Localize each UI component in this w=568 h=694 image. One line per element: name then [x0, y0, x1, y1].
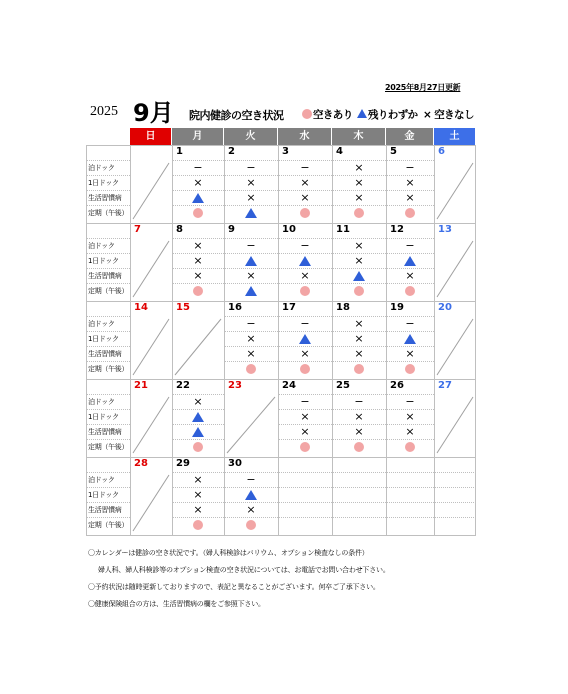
weekday-header: 月: [172, 128, 223, 145]
row-label: 生活習慣病: [88, 194, 122, 202]
availability-mark: [188, 425, 208, 439]
availability-mark: [295, 440, 315, 454]
availability-mark: −: [405, 161, 415, 174]
row-separator: [332, 517, 386, 518]
row-separator: [278, 517, 332, 518]
availability-mark: [295, 362, 315, 376]
day-number: 1: [176, 146, 183, 157]
availability-mark: ×: [193, 395, 203, 408]
note-line: 〇カレンダーは健診の空き状況です。（婦人科検診はバリウム、オプション検査なしの条件）: [88, 549, 369, 557]
available-circle-icon: [405, 442, 415, 452]
day-number: 19: [390, 302, 404, 313]
column-border: [172, 145, 173, 536]
availability-mark: [349, 362, 369, 376]
availability-mark: [188, 284, 208, 298]
availability-mark: −: [246, 473, 256, 486]
day-number: 13: [438, 224, 452, 235]
available-circle-icon: [405, 286, 415, 296]
day-number: 4: [336, 146, 343, 157]
row-separator: [86, 316, 130, 317]
day-number: 18: [336, 302, 350, 313]
availability-mark: −: [300, 395, 310, 408]
availability-mark: −: [354, 395, 364, 408]
available-circle-icon: [300, 364, 310, 374]
availability-mark: ×: [193, 473, 203, 486]
row-separator: [86, 346, 130, 347]
availability-mark: ×: [193, 239, 203, 252]
row-label: 生活習慣病: [88, 428, 122, 436]
row-label: 泊ドック: [88, 242, 115, 250]
available-circle-icon: [193, 442, 203, 452]
closed-day-slash: [131, 317, 171, 377]
availability-mark: [295, 332, 315, 346]
availability-mark: [400, 332, 420, 346]
row-separator: [86, 283, 130, 284]
row-separator: [278, 487, 332, 488]
weekday-header: 土: [434, 128, 475, 145]
row-separator: [332, 472, 386, 473]
availability-mark: [349, 440, 369, 454]
weekday-header: 日: [130, 128, 171, 145]
availability-mark: [400, 206, 420, 220]
availability-mark: [349, 269, 369, 283]
year-label: 2025: [90, 104, 118, 119]
row-separator: [86, 424, 130, 425]
availability-mark: ×: [354, 176, 364, 189]
legend-none: [423, 107, 474, 122]
legend-few: [357, 107, 418, 122]
availability-mark: [400, 254, 420, 268]
availability-mark: ×: [405, 269, 415, 282]
few-left-triangle-icon: [245, 256, 257, 266]
few-left-triangle-icon: [245, 286, 257, 296]
weekday-header: 木: [332, 128, 385, 145]
few-left-triangle-icon: [299, 334, 311, 344]
availability-mark: ×: [246, 191, 256, 204]
legend-few-label: 残りわずか: [368, 109, 418, 121]
column-border: [386, 145, 387, 536]
calendar-bottom-border: [86, 535, 476, 536]
day-number: 27: [438, 380, 452, 391]
row-label: 定期（午後）: [88, 443, 129, 451]
availability-mark: [295, 254, 315, 268]
row-separator: [386, 472, 434, 473]
closed-day-slash: [435, 395, 475, 455]
row-separator: [86, 205, 130, 206]
row-separator: [86, 439, 130, 440]
available-circle-icon: [300, 442, 310, 452]
row-label: 1日ドック: [88, 335, 119, 343]
availability-mark: −: [405, 317, 415, 330]
notes: [88, 545, 390, 613]
day-number: 28: [134, 458, 148, 469]
availability-mark: [188, 191, 208, 205]
availability-mark: ×: [300, 425, 310, 438]
availability-mark: [241, 488, 261, 502]
availability-mark: [295, 206, 315, 220]
availability-mark: ×: [405, 410, 415, 423]
row-separator: [86, 487, 130, 488]
availability-mark: ×: [354, 239, 364, 252]
day-number: 26: [390, 380, 404, 391]
available-circle-icon: [193, 286, 203, 296]
row-separator: [434, 472, 476, 473]
few-left-triangle-icon: [299, 256, 311, 266]
closed-day-slash: [131, 473, 171, 533]
row-separator: [86, 409, 130, 410]
availability-mark: ×: [300, 269, 310, 282]
calendar-grid: [86, 128, 476, 536]
availability-mark: −: [300, 317, 310, 330]
legend-none-label: × 空きなし: [423, 109, 474, 121]
closed-day-slash: [173, 317, 223, 377]
few-left-triangle-icon: [245, 490, 257, 500]
closed-day-slash: [225, 395, 277, 455]
day-number: 3: [282, 146, 289, 157]
availability-mark: ×: [405, 191, 415, 204]
row-separator: [386, 502, 434, 503]
available-circle-icon: [354, 442, 364, 452]
availability-mark: ×: [246, 176, 256, 189]
row-label: 生活習慣病: [88, 272, 122, 280]
availability-mark: ×: [300, 191, 310, 204]
available-circle-icon: [193, 520, 203, 530]
row-label: 1日ドック: [88, 413, 119, 421]
day-number: 16: [228, 302, 242, 313]
availability-mark: ×: [246, 332, 256, 345]
availability-mark: −: [246, 317, 256, 330]
availability-mark: [188, 410, 208, 424]
column-border: [475, 145, 476, 536]
row-separator: [434, 487, 476, 488]
available-circle-icon: [193, 208, 203, 218]
weekday-header: 金: [386, 128, 433, 145]
row-label: 生活習慣病: [88, 506, 122, 514]
availability-mark: [188, 440, 208, 454]
row-label: 泊ドック: [88, 398, 115, 406]
day-number: 29: [176, 458, 190, 469]
day-number: 17: [282, 302, 296, 313]
week-border: [86, 145, 476, 146]
row-separator: [86, 268, 130, 269]
row-label: 泊ドック: [88, 476, 115, 484]
row-label: 定期（午後）: [88, 209, 129, 217]
day-number: 20: [438, 302, 452, 313]
day-number: 2: [228, 146, 235, 157]
row-separator: [332, 487, 386, 488]
row-label: 定期（午後）: [88, 521, 129, 529]
circle-icon: [302, 109, 312, 119]
day-number: 21: [134, 380, 148, 391]
availability-mark: [400, 284, 420, 298]
few-left-triangle-icon: [404, 256, 416, 266]
column-border: [278, 145, 279, 536]
availability-mark: −: [405, 239, 415, 252]
row-separator: [86, 472, 130, 473]
availability-mark: [349, 206, 369, 220]
availability-mark: [188, 206, 208, 220]
availability-mark: [188, 518, 208, 532]
closed-day-slash: [435, 239, 475, 299]
row-label: 1日ドック: [88, 179, 119, 187]
availability-mark: ×: [246, 269, 256, 282]
available-circle-icon: [354, 286, 364, 296]
closed-day-slash: [131, 161, 171, 221]
column-border: [130, 145, 131, 536]
availability-mark: ×: [405, 347, 415, 360]
row-separator: [86, 331, 130, 332]
availability-mark: ×: [193, 503, 203, 516]
day-number: 24: [282, 380, 296, 391]
available-circle-icon: [246, 520, 256, 530]
available-circle-icon: [300, 208, 310, 218]
availability-mark: ×: [354, 254, 364, 267]
availability-mark: −: [193, 161, 203, 174]
day-number: 25: [336, 380, 350, 391]
row-label: 1日ドック: [88, 491, 119, 499]
available-circle-icon: [354, 364, 364, 374]
availability-mark: −: [300, 239, 310, 252]
available-circle-icon: [246, 364, 256, 374]
row-label: 生活習慣病: [88, 350, 122, 358]
day-number: 15: [176, 302, 190, 313]
day-number: 7: [134, 224, 141, 235]
day-number: 12: [390, 224, 404, 235]
availability-mark: ×: [193, 269, 203, 282]
availability-mark: [241, 284, 261, 298]
row-separator: [434, 517, 476, 518]
availability-mark: [241, 362, 261, 376]
note-line: 婦人科、婦人科検診等のオプション検査の空き状況については、お電話でお問い合わせ下さい。: [98, 566, 390, 574]
availability-mark: ×: [246, 503, 256, 516]
availability-mark: ×: [405, 425, 415, 438]
row-separator: [86, 175, 130, 176]
available-circle-icon: [354, 208, 364, 218]
column-border: [332, 145, 333, 536]
column-border: [434, 145, 435, 536]
day-number: 6: [438, 146, 445, 157]
few-left-triangle-icon: [192, 412, 204, 422]
available-circle-icon: [405, 208, 415, 218]
closed-day-slash: [131, 395, 171, 455]
availability-mark: ×: [405, 176, 415, 189]
row-separator: [86, 190, 130, 191]
availability-mark: ×: [354, 347, 364, 360]
row-separator: [86, 517, 130, 518]
row-separator: [86, 361, 130, 362]
row-separator: [86, 160, 130, 161]
availability-mark: −: [405, 395, 415, 408]
availability-mark: ×: [354, 332, 364, 345]
closed-day-slash: [435, 317, 475, 377]
availability-mark: −: [246, 239, 256, 252]
row-label: 定期（午後）: [88, 365, 129, 373]
closed-day-slash: [131, 239, 171, 299]
week-border: [86, 223, 476, 224]
availability-mark: ×: [300, 176, 310, 189]
row-separator: [86, 394, 130, 395]
availability-mark: [295, 284, 315, 298]
availability-mark: ×: [354, 410, 364, 423]
availability-mark: ×: [354, 425, 364, 438]
few-left-triangle-icon: [404, 334, 416, 344]
day-number: 22: [176, 380, 190, 391]
few-left-triangle-icon: [245, 208, 257, 218]
few-left-triangle-icon: [192, 193, 204, 203]
day-number: 8: [176, 224, 183, 235]
legend-available: [302, 107, 353, 122]
row-label: 泊ドック: [88, 164, 115, 172]
row-separator: [86, 253, 130, 254]
available-circle-icon: [405, 364, 415, 374]
day-number: 11: [336, 224, 350, 235]
availability-mark: [241, 254, 261, 268]
day-number: 30: [228, 458, 242, 469]
availability-mark: −: [300, 161, 310, 174]
row-separator: [434, 502, 476, 503]
availability-mark: ×: [300, 347, 310, 360]
row-label: 定期（午後）: [88, 287, 129, 295]
availability-mark: ×: [193, 176, 203, 189]
legend-available-label: 空きあり: [313, 109, 353, 121]
row-separator: [386, 487, 434, 488]
day-number: 23: [228, 380, 242, 391]
day-number: 5: [390, 146, 397, 157]
triangle-icon: [357, 109, 367, 118]
row-label: 泊ドック: [88, 320, 115, 328]
month-label: 9月: [133, 99, 174, 127]
note-line: 〇予約状況は随時更新しておりますので、表記と異なることがございます。何卒ご了承下さい。: [88, 583, 380, 591]
row-separator: [332, 502, 386, 503]
few-left-triangle-icon: [192, 427, 204, 437]
availability-mark: [400, 440, 420, 454]
weekday-header: 水: [278, 128, 331, 145]
note-line: 〇健康保険組合の方は、生活習慣病の欄をご参照下さい。: [88, 600, 265, 608]
availability-mark: ×: [354, 161, 364, 174]
availability-mark: [349, 284, 369, 298]
few-left-triangle-icon: [353, 271, 365, 281]
availability-mark: ×: [246, 347, 256, 360]
available-circle-icon: [300, 286, 310, 296]
availability-mark: [241, 206, 261, 220]
availability-mark: [400, 362, 420, 376]
column-border: [224, 145, 225, 536]
weekday-header: 火: [224, 128, 277, 145]
row-label: 1日ドック: [88, 257, 119, 265]
day-number: 10: [282, 224, 296, 235]
availability-mark: ×: [354, 191, 364, 204]
row-separator: [86, 502, 130, 503]
row-separator: [86, 238, 130, 239]
row-separator: [278, 472, 332, 473]
row-separator: [386, 517, 434, 518]
closed-day-slash: [435, 161, 475, 221]
day-number: 9: [228, 224, 235, 235]
availability-mark: ×: [193, 254, 203, 267]
availability-mark: ×: [300, 410, 310, 423]
availability-mark: ×: [193, 488, 203, 501]
column-border: [86, 145, 87, 536]
availability-mark: [241, 518, 261, 532]
availability-mark: −: [246, 161, 256, 174]
updated-date: 2025年8月27日更新: [385, 83, 461, 92]
availability-mark: ×: [354, 317, 364, 330]
row-separator: [278, 502, 332, 503]
day-number: 14: [134, 302, 148, 313]
page-title: 院内健診の空き状況: [189, 109, 284, 122]
